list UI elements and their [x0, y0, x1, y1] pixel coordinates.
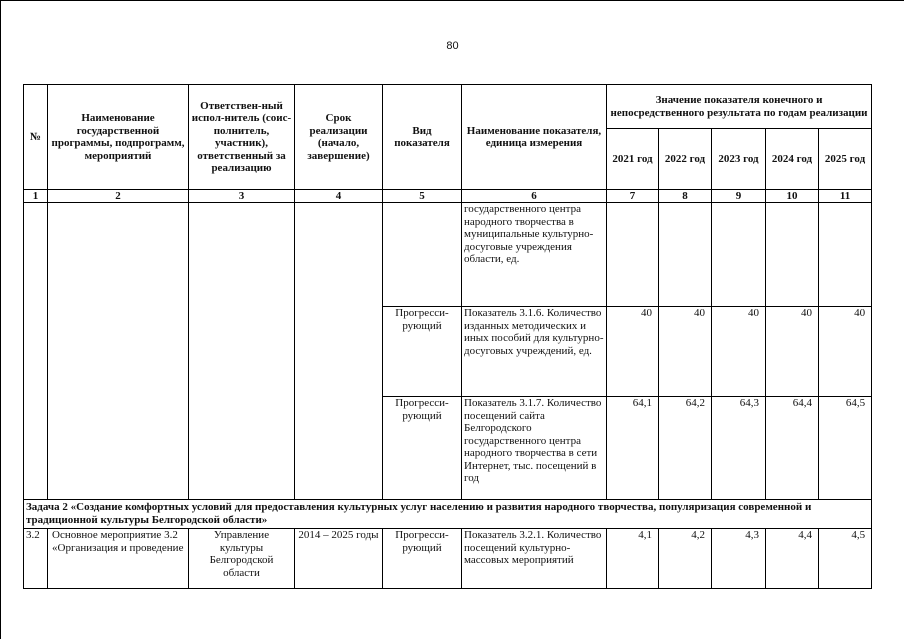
cell-value-2022: 4,2 [659, 529, 712, 589]
task-row [24, 500, 872, 529]
header-row-1 [24, 85, 872, 129]
header-executor: Ответствен-ный испол-нитель (соис-полнитель, участник), ответственный за реализацию [189, 85, 295, 190]
cell-value-2021: 4,1 [607, 529, 659, 589]
cell-value-2021 [607, 203, 659, 307]
cell-value-2023: 40 [712, 307, 766, 397]
cell-value-2021: 64,1 [607, 397, 659, 500]
cell-value-2024: 4,4 [766, 529, 819, 589]
column-number: 6 [462, 190, 607, 203]
cell-indicator-name: государственного центра народного творчества в муниципальные культурно-досуговые учреждения области, ед. [462, 203, 607, 307]
header-year-2021: 2021 год [607, 129, 659, 190]
cell-program-empty [48, 203, 189, 500]
cell-value-2023: 4,3 [712, 529, 766, 589]
header-indicator-name: Наименование показателя, единица измерения [462, 85, 607, 190]
column-number: 9 [712, 190, 766, 203]
column-number: 10 [766, 190, 819, 203]
cell-term-empty [295, 203, 383, 500]
header-year-2025: 2025 год [819, 129, 872, 190]
cell-value-2021: 40 [607, 307, 659, 397]
header-values-group: Значение показателя конечного и непосредственного результата по годам реализации [607, 85, 872, 129]
header-num: № [24, 85, 48, 190]
table-row [24, 529, 872, 589]
cell-indicator-type: Прогресси-рующий [383, 397, 462, 500]
cell-value-2024: 40 [766, 307, 819, 397]
cell-indicator-type [383, 203, 462, 307]
column-number: 5 [383, 190, 462, 203]
cell-indicator-name: Показатель 3.2.1. Количество посещений культурно-массовых мероприятий [462, 529, 607, 589]
cell-value-2024: 64,4 [766, 397, 819, 500]
cell-value-2025: 40 [819, 307, 872, 397]
header-year-2024: 2024 год [766, 129, 819, 190]
cell-value-2022: 40 [659, 307, 712, 397]
cell-value-2022 [659, 203, 712, 307]
cell-indicator-type: Прогресси-рующий [383, 307, 462, 397]
column-number: 3 [189, 190, 295, 203]
column-number: 8 [659, 190, 712, 203]
header-term: Срок реализации (начало, завершение) [295, 85, 383, 190]
cell-value-2025 [819, 203, 872, 307]
header-year-2023: 2023 год [712, 129, 766, 190]
cell-activity-executor: Управление культуры Белгородской области [189, 529, 295, 589]
column-number-row [24, 190, 872, 203]
column-number: 4 [295, 190, 383, 203]
header-indicator-type: Вид показателя [383, 85, 462, 190]
header-year-2022: 2022 год [659, 129, 712, 190]
column-number: 7 [607, 190, 659, 203]
task-title: Задача 2 «Создание комфортных условий для предоставления культурных услуг населению и развития народного творчества, популяризация современной и традиционной культуры Белгородской области» [24, 500, 872, 529]
header-program: Наименование государственной программы, подпрограмм, мероприятий [48, 85, 189, 190]
cell-num-empty [24, 203, 48, 500]
cell-value-2023: 64,3 [712, 397, 766, 500]
cell-activity-num: 3.2 [24, 529, 48, 589]
cell-indicator-type: Прогресси-рующий [383, 529, 462, 589]
indicator-table [23, 84, 872, 589]
cell-value-2024 [766, 203, 819, 307]
cell-indicator-name: Показатель 3.1.6. Количество изданных методических и иных пособий для культурно-досуговых учреждений, ед. [462, 307, 607, 397]
cell-executor-empty [189, 203, 295, 500]
cell-value-2023 [712, 203, 766, 307]
column-number: 11 [819, 190, 872, 203]
cell-value-2025: 4,5 [819, 529, 872, 589]
table-row [24, 203, 872, 307]
cell-value-2022: 64,2 [659, 397, 712, 500]
column-number: 1 [24, 190, 48, 203]
cell-activity-program: Основное мероприятие 3.2 «Организация и проведение [48, 529, 189, 589]
cell-activity-term: 2014 – 2025 годы [295, 529, 383, 589]
page-number: 80 [446, 40, 459, 52]
cell-value-2025: 64,5 [819, 397, 872, 500]
column-number: 2 [48, 190, 189, 203]
cell-indicator-name: Показатель 3.1.7. Количество посещений сайта Белгородского государственного центра народного творчества в сети Интернет, тыс. посещений в год [462, 397, 607, 500]
